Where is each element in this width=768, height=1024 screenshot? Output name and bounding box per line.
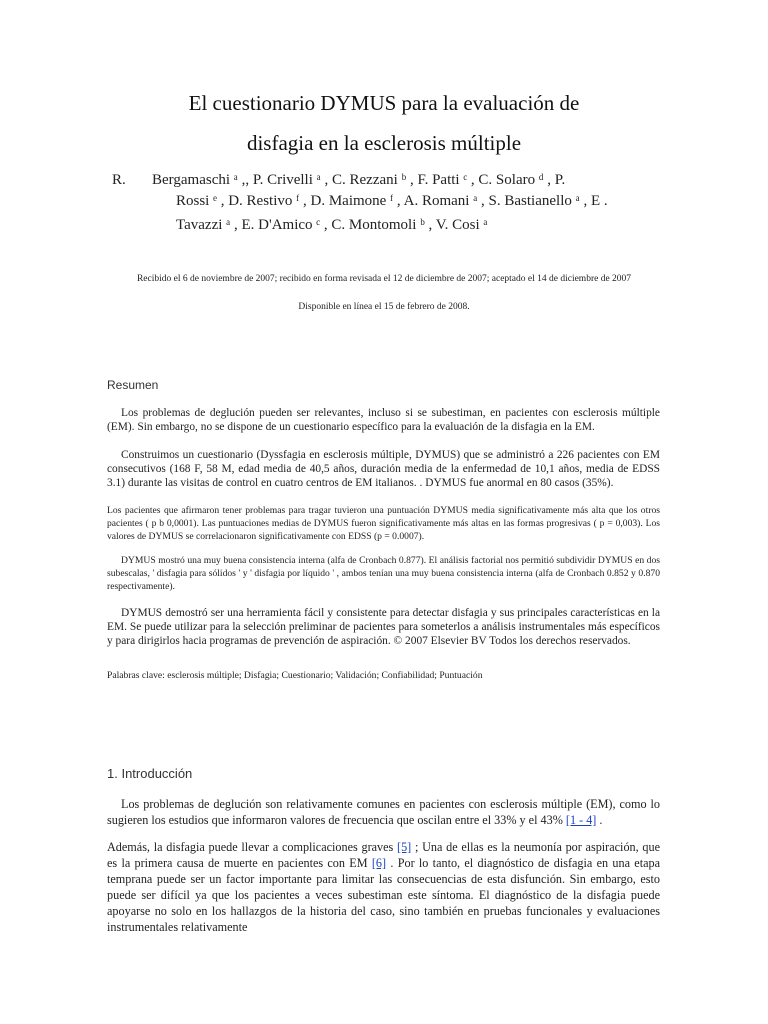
authors-line-2: Rossi ᵉ , D. Restivo ᶠ , D. Maimone ᶠ , A. Romani ᵃ , S. Bastianello ᵃ , E . (176, 193, 608, 209)
intro-p2-b: ; Una de ellas es la neumonía por aspiración, que es la primera causa de muerte en pacientes con EM (107, 840, 660, 870)
received-dates: Recibido el 6 de noviembre de 2007; recibido en forma revisada el 12 de diciembre de 2007; aceptado el 14 de diciembre de 2007 (136, 274, 632, 284)
reference-link-6[interactable]: [6] (371, 856, 387, 870)
author-initial: R. (112, 172, 126, 188)
reference-link-5[interactable]: [5] (397, 840, 412, 854)
abstract-heading: Resumen (107, 378, 159, 392)
intro-p1-end: . (596, 813, 603, 827)
intro-paragraph-1 (107, 796, 660, 828)
abstract-paragraph-3: Los pacientes que afirmaron tener problemas para tragar tuvieron una puntuación DYMUS media significativamente más alta que los otros pacientes ( p b 0,0001). Las puntuaciones medias de DYMUS fueron significativamente más altas en las formas progresivas ( p = 0,003). Los valores de DYMUS se correlacionaron significativamente con EDSS (p = 0.0007). (107, 505, 660, 542)
abstract-paragraph-5: DYMUS demostró ser una herramienta fácil y consistente para detectar disfagia y sus principales características en la EM. Se puede utilizar para la selección preliminar de pacientes para someterlos a análisis instrumentales más específicos y para dirigirlos hacia programas de prevención de aspiración. © 2007 Elsevier BV Todos los derechos reservados. (107, 607, 660, 647)
intro-paragraph-2 (107, 839, 660, 935)
authors-line-1 (112, 172, 565, 189)
available-online-date: Disponible en línea el 15 de febrero de 2008. (298, 302, 470, 312)
reference-link-1-4[interactable]: [1 - 4] (565, 813, 597, 827)
abstract-paragraph-2: Construimos un cuestionario (Dyssfagia en esclerosis múltiple, DYMUS) que se administró a 226 pacientes con EM consecutivos (168 F, 58 M, edad media de 40,5 años, duración media de la enfermedad de 10,1 años, media de EDSS 3.1) durante las visitas de control en cuatro centros de EM italianos. . DYMUS fue anormal en 80 casos (35%). (107, 449, 660, 489)
introduction-heading: 1. Introducción (107, 766, 193, 781)
intro-p2-a: Además, la disfagia puede llevar a complicaciones graves (107, 840, 394, 854)
keywords: Palabras clave: esclerosis múltiple; Disfagia; Cuestionario; Validación; Confiabilidad; Puntuación (107, 670, 483, 681)
paper-title-line-1: El cuestionario DYMUS para la evaluación de (188, 91, 580, 115)
abstract-paragraph-4: DYMUS mostró una muy buena consistencia interna (alfa de Cronbach 0.877). El análisis factorial nos permitió subdividir DYMUS en dos subescalas, ' disfagia para sólidos ' y ' disfagia por líquido ' , ambos tenían una muy buena consistencia interna (alfa de Cronbach 0.852 y 0.870 respectivamente). (107, 555, 660, 592)
intro-p1-text: Los problemas de deglución son relativamente comunes en pacientes con esclerosis múltiple (EM), como lo sugieren los estudios que informaron valores de frecuencia que oscilan entre el 33% y el 43% (107, 797, 660, 827)
authors-text-1: Bergamaschi ᵃ ,, P. Crivelli ᵃ , C. Rezzani ᵇ , F. Patti ᶜ , C. Solaro ᵈ , P. (152, 172, 566, 188)
authors-line-3: Tavazzi ᵃ , E. D'Amico ᶜ , C. Montomoli ᵇ , V. Cosi ᵃ (176, 217, 488, 233)
intro-p2-c: . Por lo tanto, el diagnóstico de disfagia en una etapa temprana puede ser un factor importante para limitar las consecuencias de esta disfunción. Sin embargo, esto puede ser difícil ya que los pacientes a veces subestiman este síntoma. El diagnóstico de la disfagia puede apoyarse no solo en los hallazgos de la historia del caso, sino también en pruebas funcionales y evaluaciones instrumentales relativamente (107, 856, 660, 934)
abstract-paragraph-1: Los problemas de deglución pueden ser relevantes, incluso si se subestiman, en pacientes con esclerosis múltiple (EM). Sin embargo, no se dispone de un cuestionario específico para la evaluación de la disfagia en la EM. (107, 407, 660, 433)
paper-title-line-2: disfagia en la esclerosis múltiple (246, 131, 522, 155)
